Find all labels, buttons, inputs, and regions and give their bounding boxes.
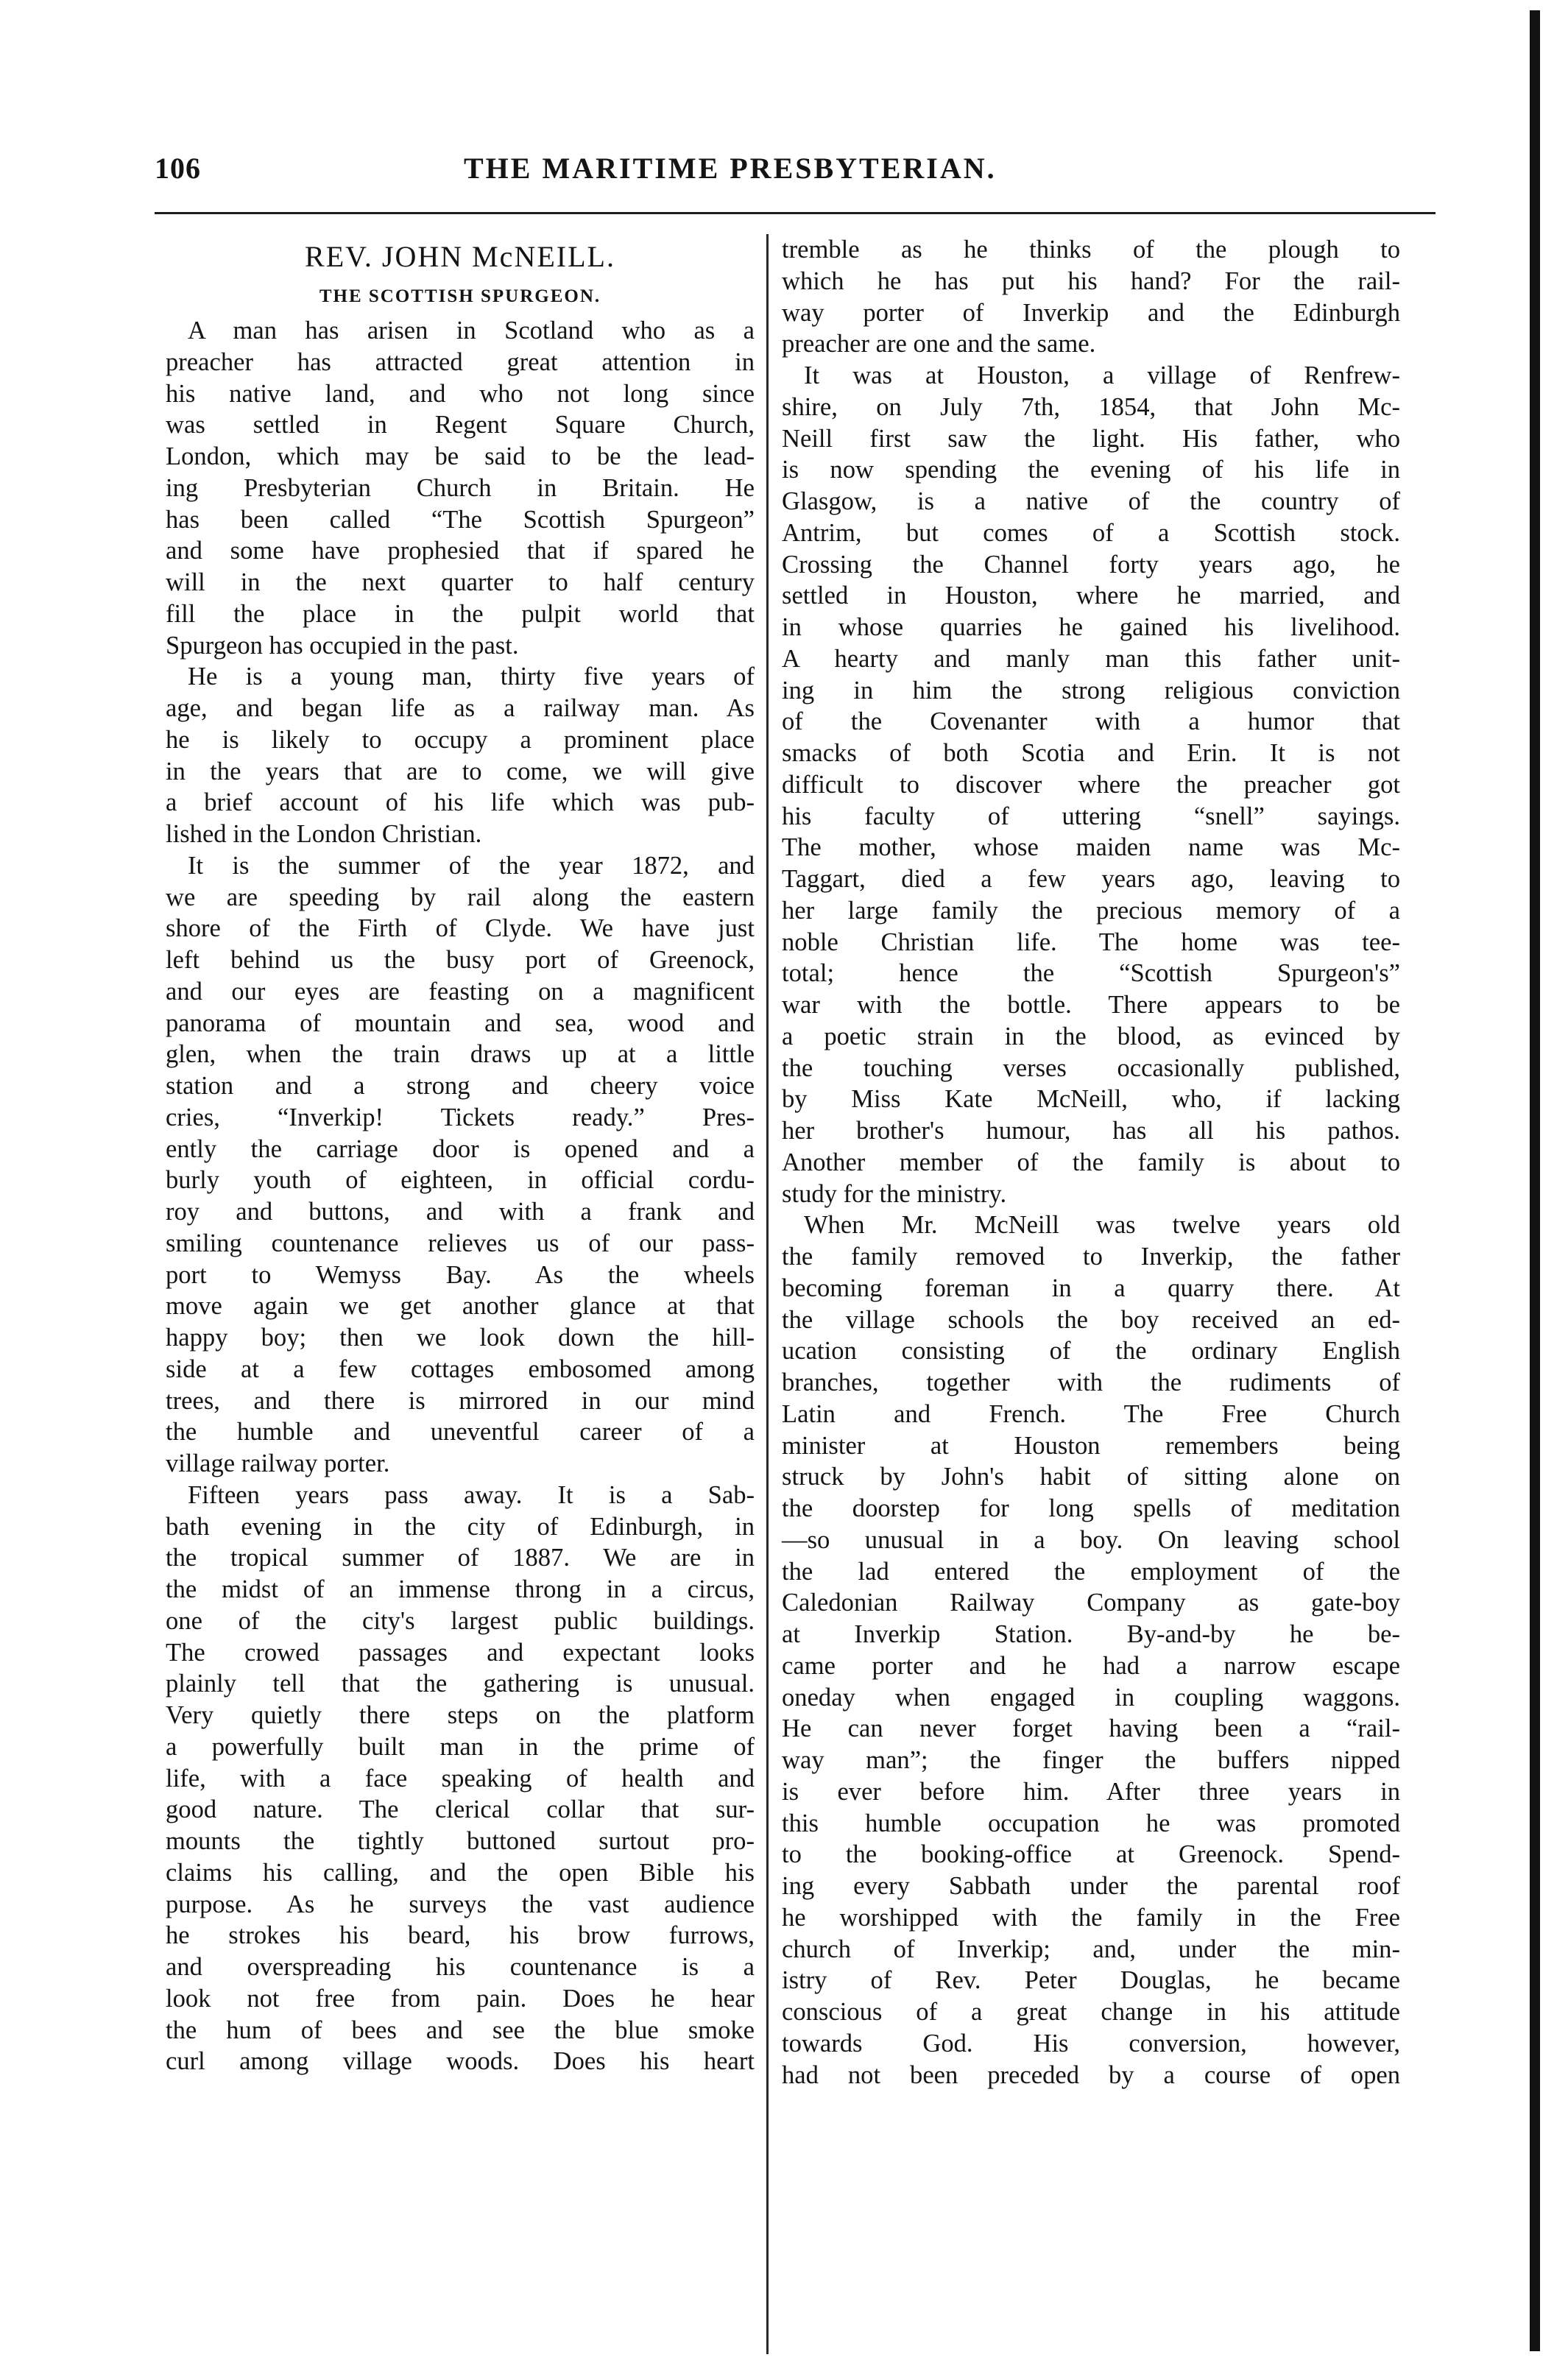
text-line: A man has arisen in Scotland who as a — [188, 317, 755, 345]
text-line: her brother's humour, has all his pathos. — [782, 1117, 1400, 1145]
text-line: He can never forget having been a “rail- — [782, 1714, 1400, 1743]
text-line: has been called “The Scottish Spurgeon” — [166, 505, 755, 534]
text-line: move again we get another glance at that — [166, 1292, 755, 1321]
text-line: the family removed to Inverkip, the father — [782, 1243, 1400, 1271]
text-line: It is the summer of the year 1872, and — [188, 851, 755, 880]
text-line: It was at Houston, a village of Renfrew- — [804, 361, 1400, 389]
text-line: Fifteen years pass away. It is a Sab- — [188, 1480, 755, 1509]
text-line: the humble and uneventful career of a — [166, 1418, 755, 1447]
text-line: Neill first saw the light. His father, who — [782, 424, 1400, 453]
text-line: ently the carriage door is opened and a — [166, 1134, 755, 1163]
text-line: a poetic strain in the blood, as evinced by — [782, 1022, 1400, 1050]
text-line: Another member of the family is about to — [782, 1148, 1400, 1176]
text-line: he strokes his beard, his brow furrows, — [166, 1921, 755, 1950]
text-line: shore of the Firth of Clyde. We have just — [166, 914, 755, 943]
text-line: was settled in Regent Square Church, — [166, 411, 755, 439]
text-line: burly youth of eighteen, in official cordu- — [166, 1166, 755, 1195]
text-line: istry of Rev. Peter Douglas, he became — [782, 1966, 1400, 1995]
text-line: minister at Houston remembers being — [782, 1431, 1400, 1460]
text-line: by Miss Kate McNeill, who, if lacking — [782, 1085, 1400, 1114]
text-line: is now spending the evening of his life in — [782, 456, 1400, 484]
text-line: in whose quarries he gained his livelihood. — [782, 613, 1400, 641]
article-subtitle: THE SCOTTISH SPURGEON. — [319, 286, 601, 306]
text-line: Taggart, died a few years ago, leaving to — [782, 865, 1400, 893]
text-line: Caledonian Railway Company as gate-boy — [782, 1589, 1400, 1617]
text-line: smiling countenance relieves us of our pass- — [166, 1229, 755, 1257]
text-line: lished in the London Christian. — [166, 820, 482, 848]
text-line: fill the place in the pulpit world that — [166, 599, 755, 628]
text-line: cries, “Inverkip! Tickets ready.” Pres- — [166, 1103, 755, 1131]
text-line: becoming foreman in a quarry there. At — [782, 1274, 1400, 1302]
text-line: the hum of bees and see the blue smoke — [166, 2016, 755, 2044]
text-line: the touching verses occasionally published, — [782, 1053, 1400, 1082]
text-line: Very quietly there steps on the platform — [166, 1701, 755, 1729]
header-rule — [155, 212, 1435, 214]
text-line: ing in him the strong religious conviction — [782, 676, 1400, 704]
text-line: will in the next quarter to half century — [166, 568, 755, 596]
text-line: the lad entered the employment of the — [782, 1557, 1400, 1586]
text-line: glen, when the train draws up at a little — [166, 1040, 755, 1069]
text-line: tremble as he thinks of the plough to — [782, 236, 1400, 264]
text-line: age, and began life as a railway man. As — [166, 694, 755, 722]
text-line: a powerfully built man in the prime of — [166, 1732, 755, 1761]
text-line: a brief account of his life which was pub- — [166, 788, 755, 817]
right-column — [782, 234, 1400, 2091]
text-line: and our eyes are feasting on a magnificent — [166, 977, 755, 1006]
text-line: to the booking-office at Greenock. Spend- — [782, 1840, 1400, 1869]
text-line: way man”; the finger the buffers nipped — [782, 1746, 1400, 1774]
page-header — [155, 151, 1421, 210]
text-line: struck by John's habit of sitting alone on — [782, 1463, 1400, 1491]
text-line: ing every Sabbath under the parental roof — [782, 1872, 1400, 1900]
text-line: purpose. As he surveys the vast audience — [166, 1890, 755, 1918]
text-line: study for the ministry. — [782, 1179, 1007, 1208]
text-line: this humble occupation he was promoted — [782, 1809, 1400, 1837]
text-line: When Mr. McNeill was twelve years old — [804, 1211, 1400, 1240]
text-line: he worshipped with the family in the Free — [782, 1903, 1400, 1932]
text-line: happy boy; then we look down the hill- — [166, 1324, 755, 1352]
text-line: panorama of mountain and sea, wood and — [166, 1009, 755, 1037]
text-line: Spurgeon has occupied in the past. — [166, 631, 519, 660]
text-line: at Inverkip Station. By-and-by he be- — [782, 1620, 1400, 1648]
text-line: war with the bottle. There appears to be — [782, 991, 1400, 1019]
text-line: bath evening in the city of Edinburgh, in — [166, 1512, 755, 1541]
text-line: the tropical summer of 1887. We are in — [166, 1544, 755, 1572]
text-line: settled in Houston, where he married, and — [782, 582, 1400, 610]
text-line: preacher are one and the same. — [782, 330, 1096, 358]
text-line: good nature. The clerical collar that sur- — [166, 1795, 755, 1824]
text-line: side at a few cottages embosomed among — [166, 1354, 755, 1383]
text-line: her large family the precious memory of a — [782, 896, 1400, 925]
text-line: roy and buttons, and with a frank and — [166, 1198, 755, 1226]
text-line: ucation consisting of the ordinary English — [782, 1337, 1400, 1366]
text-line: the village schools the boy received an ed- — [782, 1305, 1400, 1334]
text-line: the doorstep for long spells of meditation — [782, 1494, 1400, 1522]
text-line: his faculty of uttering “snell” sayings. — [782, 802, 1400, 830]
page-number: 106 — [155, 152, 201, 185]
text-line: oneday when engaged in coupling waggons. — [782, 1683, 1400, 1712]
text-line: we are speeding by rail along the eastern — [166, 883, 755, 911]
text-line: station and a strong and cheery voice — [166, 1072, 755, 1100]
text-line: London, which may be said to be the lead- — [166, 442, 755, 470]
text-line: life, with a face speaking of health and — [166, 1764, 755, 1792]
text-line: preacher has attracted great attention in — [166, 347, 755, 376]
running-title: THE MARITIME PRESBYTERIAN. — [464, 152, 997, 185]
text-line: in the years that are to come, we will give — [166, 757, 755, 785]
text-line: The mother, whose maiden name was Mc- — [782, 833, 1400, 862]
text-line: total; hence the “Scottish Spurgeon's” — [782, 959, 1400, 988]
text-line: and overspreading his countenance is a — [166, 1953, 755, 1981]
text-line: way porter of Inverkip and the Edinburgh — [782, 298, 1400, 327]
text-line: church of Inverkip; and, under the min- — [782, 1935, 1400, 1963]
text-line: curl among village woods. Does his heart — [166, 2047, 755, 2076]
text-line: noble Christian life. The home was tee- — [782, 928, 1400, 956]
text-line: smacks of both Scotia and Erin. It is not — [782, 739, 1400, 767]
text-line: came porter and he had a narrow escape — [782, 1651, 1400, 1680]
text-line: Glasgow, is a native of the country of — [782, 487, 1400, 515]
text-line: look not free from pain. Does he hear — [166, 1984, 755, 2013]
text-line: —so unusual in a boy. On leaving school — [782, 1525, 1400, 1554]
text-line: Latin and French. The Free Church — [782, 1399, 1400, 1428]
text-line: shire, on July 7th, 1854, that John Mc- — [782, 392, 1400, 421]
article-title: REV. JOHN McNEILL. — [305, 240, 615, 273]
text-line: port to Wemyss Bay. As the wheels — [166, 1260, 755, 1289]
text-line: is ever before him. After three years in — [782, 1777, 1400, 1806]
text-line: his native land, and who not long since — [166, 379, 755, 408]
text-line: Crossing the Channel forty years ago, he — [782, 550, 1400, 579]
text-line: Antrim, but comes of a Scottish stock. — [782, 518, 1400, 547]
text-line: the midst of an immense throng in a circus, — [166, 1575, 755, 1603]
text-line: trees, and there is mirrored in our mind — [166, 1386, 755, 1415]
text-line: A hearty and manly man this father unit- — [782, 644, 1400, 673]
text-line: mounts the tightly buttoned surtout pro- — [166, 1827, 755, 1855]
text-line: village railway porter. — [166, 1449, 390, 1477]
text-line: had not been preceded by a course of open — [782, 2060, 1400, 2089]
text-line: left behind us the busy port of Greenock, — [166, 946, 755, 974]
text-line: He is a young man, thirty five years of — [188, 663, 755, 691]
column-rule — [766, 234, 769, 2354]
text-line: he is likely to occupy a prominent place — [166, 725, 755, 754]
text-line: plainly tell that the gathering is unusual. — [166, 1670, 755, 1698]
text-line: towards God. His conversion, however, — [782, 2029, 1400, 2058]
text-line: branches, together with the rudiments of — [782, 1368, 1400, 1396]
text-line: which he has put his hand? For the rail- — [782, 266, 1400, 295]
text-line: The crowed passages and expectant looks — [166, 1638, 755, 1667]
text-line: and some have prophesied that if spared he — [166, 537, 755, 565]
text-line: difficult to discover where the preacher got — [782, 770, 1400, 799]
page-edge-shadow — [1530, 10, 1540, 2351]
text-line: of the Covenanter with a humor that — [782, 707, 1400, 736]
text-line: claims his calling, and the open Bible his — [166, 1858, 755, 1887]
left-column — [166, 234, 755, 2077]
text-line: ing Presbyterian Church in Britain. He — [166, 473, 755, 502]
text-line: conscious of a great change in his attitude — [782, 1998, 1400, 2026]
text-line: one of the city's largest public buildings. — [166, 1606, 755, 1635]
